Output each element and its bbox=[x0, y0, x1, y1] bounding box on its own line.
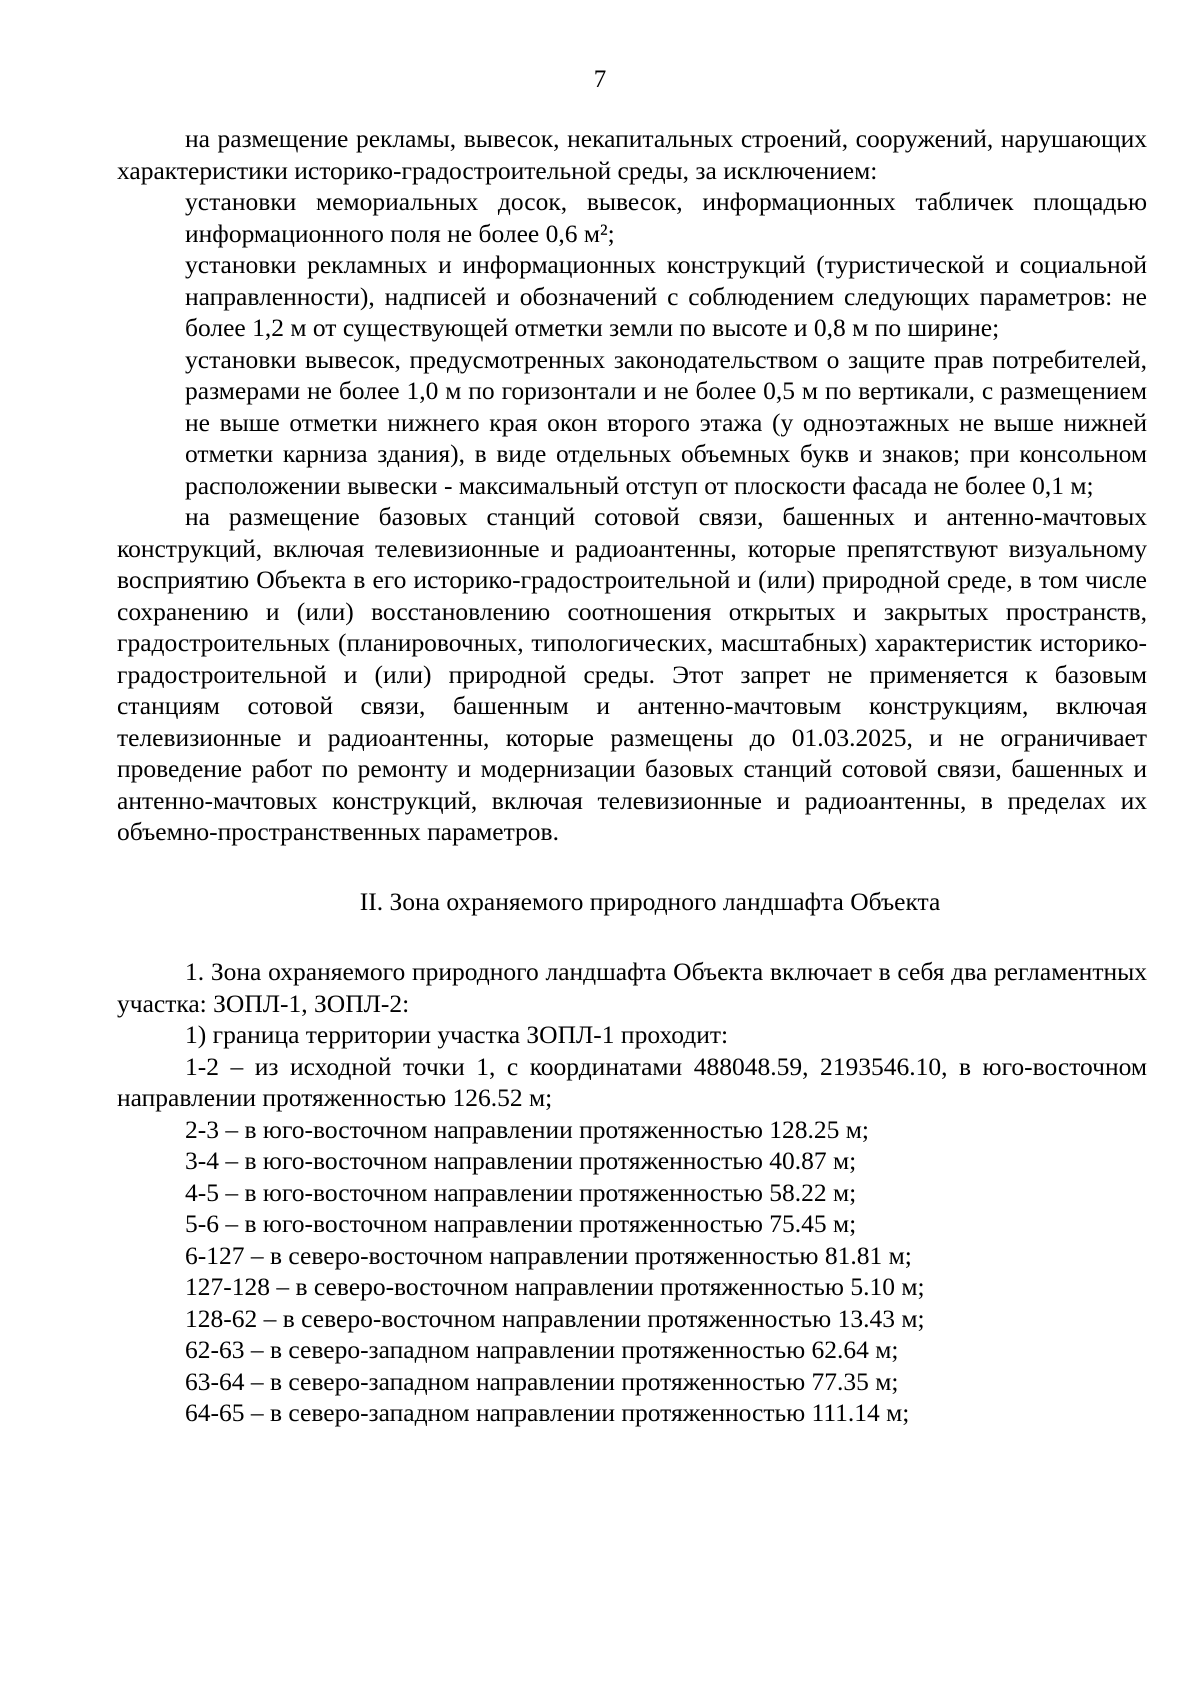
boundary-segment: 5-6 – в юго-восточном направлении протяженностью 75.45 м; bbox=[185, 1209, 857, 1238]
paragraph-advertising-structures: установки рекламных и информационных конструкций (туристической и социальной направленности), надписей и обозначений с соблюдением следующих параметров: не более 1,2 м от существующей отметки земли по высоте и 0,8 м по ширине; bbox=[185, 250, 1147, 342]
boundary-segment: 6-127 – в северо-восточном направлении протяженностью 81.81 м; bbox=[185, 1240, 912, 1270]
boundary-segment: 64-65 – в северо-западном направлении протяженностью 111.14 м; bbox=[185, 1398, 910, 1427]
boundary-segment: 3-4 – в юго-восточном направлении протяженностью 40.87 м; bbox=[185, 1146, 857, 1175]
boundary-segment: 63-64 – в северо-западном направлении протяженностью 77.35 м; bbox=[185, 1366, 899, 1396]
boundary-segment-first: 1-2 – из исходной точки 1, с координатами 488048.59, 2193546.10, в юго-восточном направлении протяженностью 126.52 м; bbox=[117, 1051, 1147, 1112]
paragraph-advertising-ban: на размещение рекламы, вывесок, некапитальных строений, сооружений, нарушающих характеристики историко-градостроительной среды, за исключением: bbox=[117, 124, 1147, 185]
paragraph-signboards: установки вывесок, предусмотренных законодательством о защите прав потребителей, размерами не более 1,0 м по горизонтали и не более 0,5 м по вертикали, с размещением не выше отметки нижнего края окон второго этажа (у одноэтажных не выше нижней отметки карниза здания), в виде отдельных объемных букв и знаков; при консольном расположении вывески - максимальный отступ от плоскости фасада не более 0,1 м; bbox=[185, 344, 1147, 500]
boundary-segment: 62-63 – в северо-западном направлении протяженностью 62.64 м; bbox=[185, 1335, 899, 1364]
section-intro: 1. Зона охраняемого природного ландшафта Объекта включает в себя два регламентных участка: ЗОПЛ-1, ЗОПЛ-2: bbox=[117, 957, 1147, 1018]
section-heading: II. Зона охраняемого природного ландшафта Объекта bbox=[359, 886, 941, 916]
page-number: 7 bbox=[593, 66, 607, 93]
paragraph-base-stations: на размещение базовых станций сотовой связи, башенных и антенно-мачтовых конструкций, включая телевизионные и радиоантенны, которые препятствуют визуальному восприятию Объекта в его историко-градостроительной и (или) природной среде, в том числе сохранению и (или) восстановлению соотношения открытых и закрытых пространств, градостроительных (планировочных, типологических, масштабных) характеристик историко-градостроительной и (или) природной среды. Этот запрет не применяется к базовым станциям сотовой связи, башенным и антенно-мачтовым конструкциям, включая телевизионные и радиоантенны, которые размещены до 01.03.2025, и не ограничивает проведение работ по ремонту и модернизации базовых станций сотовой связи, башенных и антенно-мачтовых конструкций, включая телевизионные и радиоантенны, в пределах их объемно-пространственных параметров. bbox=[117, 502, 1147, 846]
boundary-segment: 127-128 – в северо-восточном направлении протяженностью 5.10 м; bbox=[185, 1272, 925, 1301]
boundary-segment: 2-3 – в юго-восточном направлении протяженностью 128.25 м; bbox=[185, 1114, 870, 1144]
boundary-segment: 128-62 – в северо-восточном направлении протяженностью 13.43 м; bbox=[185, 1303, 925, 1333]
boundary-intro: 1) граница территории участка ЗОПЛ-1 проходит: bbox=[185, 1020, 729, 1049]
document-body bbox=[117, 123, 1147, 1429]
paragraph-memorial-plaques: установки мемориальных досок, вывесок, информационных табличек площадью информационного поля не более 0,6 м²; bbox=[185, 187, 1147, 248]
boundary-segment: 4-5 – в юго-восточном направлении протяженностью 58.22 м; bbox=[185, 1177, 857, 1207]
